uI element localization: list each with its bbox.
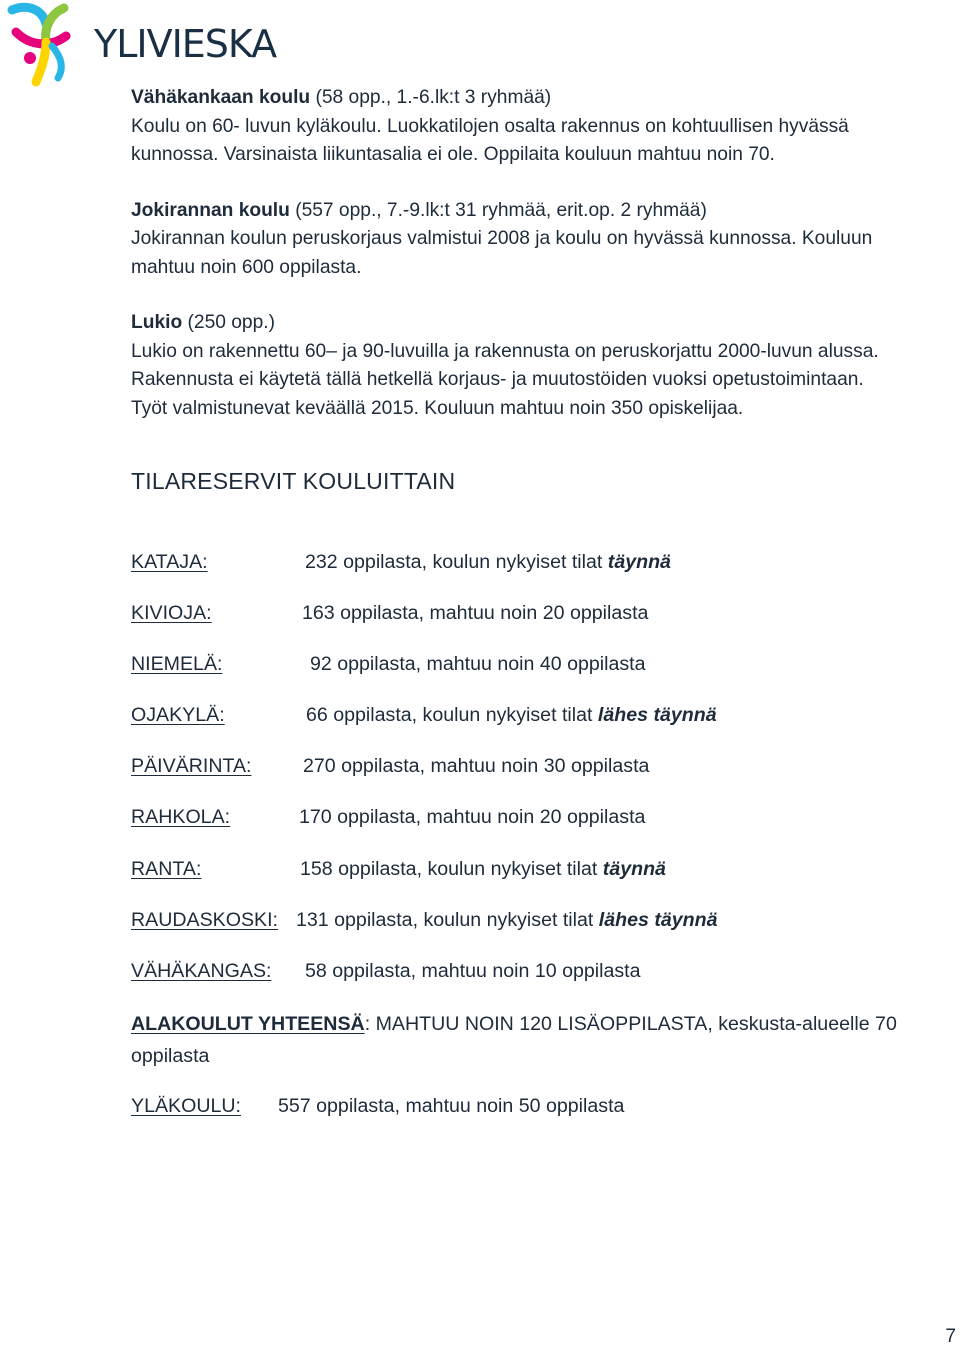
reserve-school-name: OJAKYLÄ:	[131, 704, 225, 726]
school-block-jokiranta	[131, 197, 931, 283]
reserve-row	[131, 854, 931, 884]
upper-school-name: YLÄKOULU:	[131, 1095, 241, 1117]
school-text-line: mahtuu noin 600 oppilasta.	[131, 256, 362, 278]
school-text-line: Lukio on rakennettu 60– ja 90-luvuilla ja rakennusta on peruskorjattu 2000-luvun alussa.	[131, 340, 879, 362]
school-text-line: Rakennusta ei käytetä tällä hetkellä korjaus- ja muutostöiden vuoksi opetustoimintaan.	[131, 369, 864, 390]
reserve-info	[302, 598, 648, 628]
school-meta: (557 opp., 7.-9.lk:t 31 ryhmää, erit.op. 2 ryhmää)	[289, 199, 707, 221]
school-block-vahakangas	[131, 84, 931, 170]
reserve-row	[131, 956, 931, 986]
reserve-row	[131, 802, 931, 832]
reserve-school-name: PÄIVÄRINTA:	[131, 755, 252, 777]
primary-schools-total	[131, 1008, 921, 1072]
reserve-school-name: KIVIOJA:	[131, 602, 212, 624]
reserve-text: 270 oppilasta, mahtuu noin 30 oppilasta	[303, 755, 650, 777]
school-meta: (250 opp.)	[182, 312, 275, 333]
reserve-row	[131, 598, 931, 628]
reserve-school-name: VÄHÄKANGAS:	[131, 960, 272, 982]
reserve-row	[131, 547, 931, 577]
school-text-line: Koulu on 60- luvun kyläkoulu. Luokkatilojen osalta rakennus on kohtuullisen hyvässä	[131, 115, 849, 137]
reserves-heading: TILARESERVIT KOULUITTAIN	[131, 468, 456, 494]
school-text-line: Työt valmistunevat keväällä 2015. Kouluun mahtuu noin 350 opiskelijaa.	[131, 397, 744, 419]
school-title: Vähäkankaan koulu	[131, 87, 311, 108]
total-colon: :	[364, 1013, 371, 1035]
reserve-info	[296, 905, 718, 935]
school-text-line: Jokirannan koulun peruskorjaus valmistui 2008 ja koulu on hyvässä kunnossa. Kouluun	[131, 228, 873, 249]
reserve-info	[306, 700, 717, 730]
reserve-text: 92 oppilasta, mahtuu noin 40 oppilasta	[310, 653, 646, 675]
reserve-info	[305, 547, 671, 577]
reserve-school-name: NIEMELÄ:	[131, 653, 223, 675]
reserve-row	[131, 700, 931, 730]
school-title-line	[131, 84, 931, 113]
school-meta: (58 opp., 1.-6.lk:t 3 ryhmää)	[310, 87, 552, 108]
upper-school-info: 557 oppilasta, mahtuu noin 50 oppilasta	[278, 1095, 625, 1117]
reserve-text: 163 oppilasta, mahtuu noin 20 oppilasta	[302, 602, 649, 624]
reserve-row	[131, 751, 931, 781]
reserve-info	[310, 649, 646, 679]
reserve-info	[300, 854, 666, 884]
school-title: Lukio	[131, 312, 183, 333]
ylivieska-logo-mark	[6, 2, 76, 88]
reserve-text: 232 oppilasta, koulun nykyiset tilat	[305, 551, 608, 573]
school-text-line: kunnossa. Varsinaista liikuntasalia ei ole. Oppilaita kouluun mahtuu noin 70.	[131, 144, 775, 165]
schools-description	[131, 84, 931, 423]
reserve-status: lähes täynnä	[597, 704, 717, 726]
reserve-school-name: RAHKOLA:	[131, 806, 231, 828]
reserve-status: lähes täynnä	[598, 909, 718, 931]
school-title-line	[131, 197, 931, 226]
reserve-text: 58 oppilasta, mahtuu noin 10 oppilasta	[305, 960, 641, 982]
upper-school-row	[131, 1091, 931, 1121]
reserve-status: täynnä	[607, 551, 671, 573]
reserve-row	[131, 905, 931, 935]
reserve-status: täynnä	[602, 858, 666, 880]
school-title-line	[131, 309, 931, 338]
reserve-text: 158 oppilasta, koulun nykyiset tilat	[300, 858, 603, 880]
reserve-school-name: RANTA:	[131, 858, 202, 880]
school-title: Jokirannan koulu	[131, 199, 290, 221]
school-block-lukio	[131, 309, 931, 423]
reserve-text: 131 oppilasta, koulun nykyiset tilat	[296, 909, 599, 931]
reserve-text: 170 oppilasta, mahtuu noin 20 oppilasta	[299, 806, 646, 828]
reserve-text: 66 oppilasta, koulun nykyiset tilat	[306, 704, 598, 726]
page-number: 7	[945, 1326, 956, 1347]
reserve-info	[303, 751, 649, 781]
reserve-row	[131, 649, 931, 679]
total-label: ALAKOULUT YHTEENSÄ	[131, 1013, 365, 1035]
ylivieska-logo	[6, 2, 277, 88]
reserve-school-name: RAUDASKOSKI:	[131, 909, 278, 931]
reserve-info	[299, 802, 645, 832]
total-text: MAHTUU NOIN 120 LISÄOPPILASTA, keskusta-alueelle 70 oppilasta	[131, 1013, 897, 1067]
reserve-info	[305, 956, 641, 986]
brand-name: YLIVIESKA	[94, 22, 277, 66]
reserve-school-name: KATAJA:	[131, 551, 208, 573]
